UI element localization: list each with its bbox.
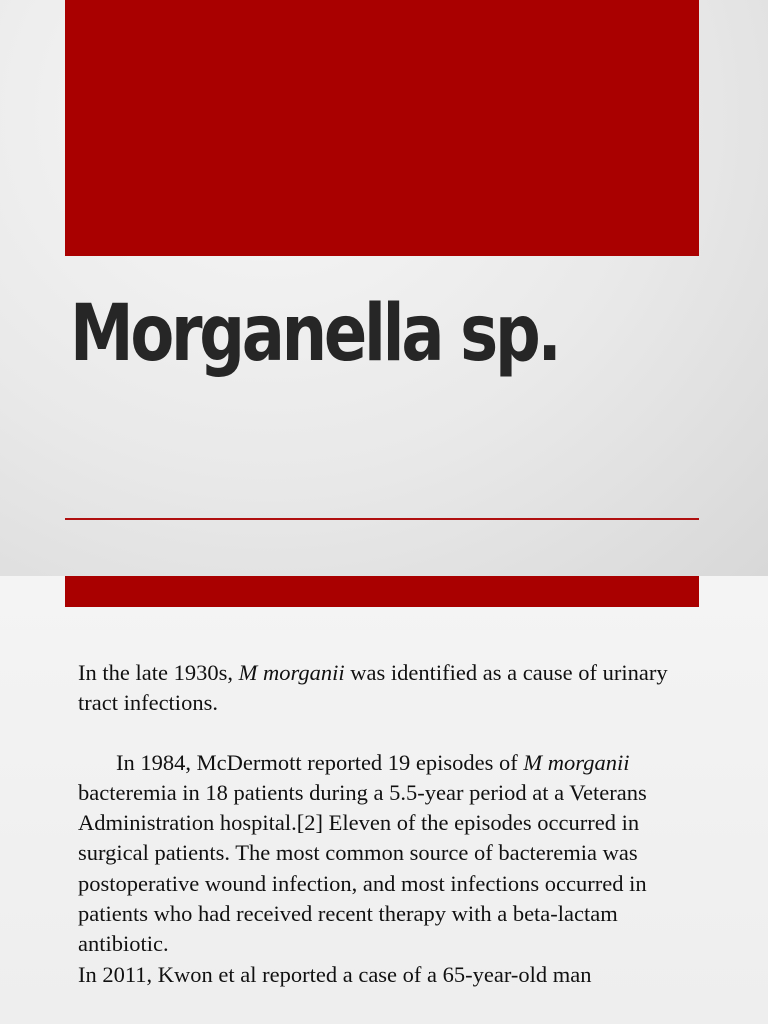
paragraph-1 <box>78 658 678 719</box>
slide-body <box>78 658 678 990</box>
text-run: bacteremia in 18 patients during a 5.5-year period at a Veterans Administration hospital.[2] Eleven of the episodes occurred in surgical patients. The most common source of bacteremia was postoperative wound infection, and most infections occurred in patients who had received recent therapy with a beta-lactam antibiotic. <box>78 779 647 957</box>
red-divider-line <box>65 518 699 520</box>
italic-term: M morganii <box>238 660 345 685</box>
text-run: In 1984, McDermott reported 19 episodes of <box>116 749 524 775</box>
italic-term: M morganii <box>523 749 630 775</box>
content-slide <box>0 576 768 1024</box>
paragraph-2 <box>78 748 678 960</box>
paragraph-3: In 2011, Kwon et al reported a case of a 65-year-old man <box>78 961 592 987</box>
text-run: In the late 1930s, <box>78 660 239 685</box>
red-header-band <box>65 0 699 256</box>
slide-title: Morganella sp. <box>70 289 559 379</box>
text-run: was identified as a cause of urinary tract infections. <box>78 660 668 716</box>
red-header-band <box>65 576 699 607</box>
